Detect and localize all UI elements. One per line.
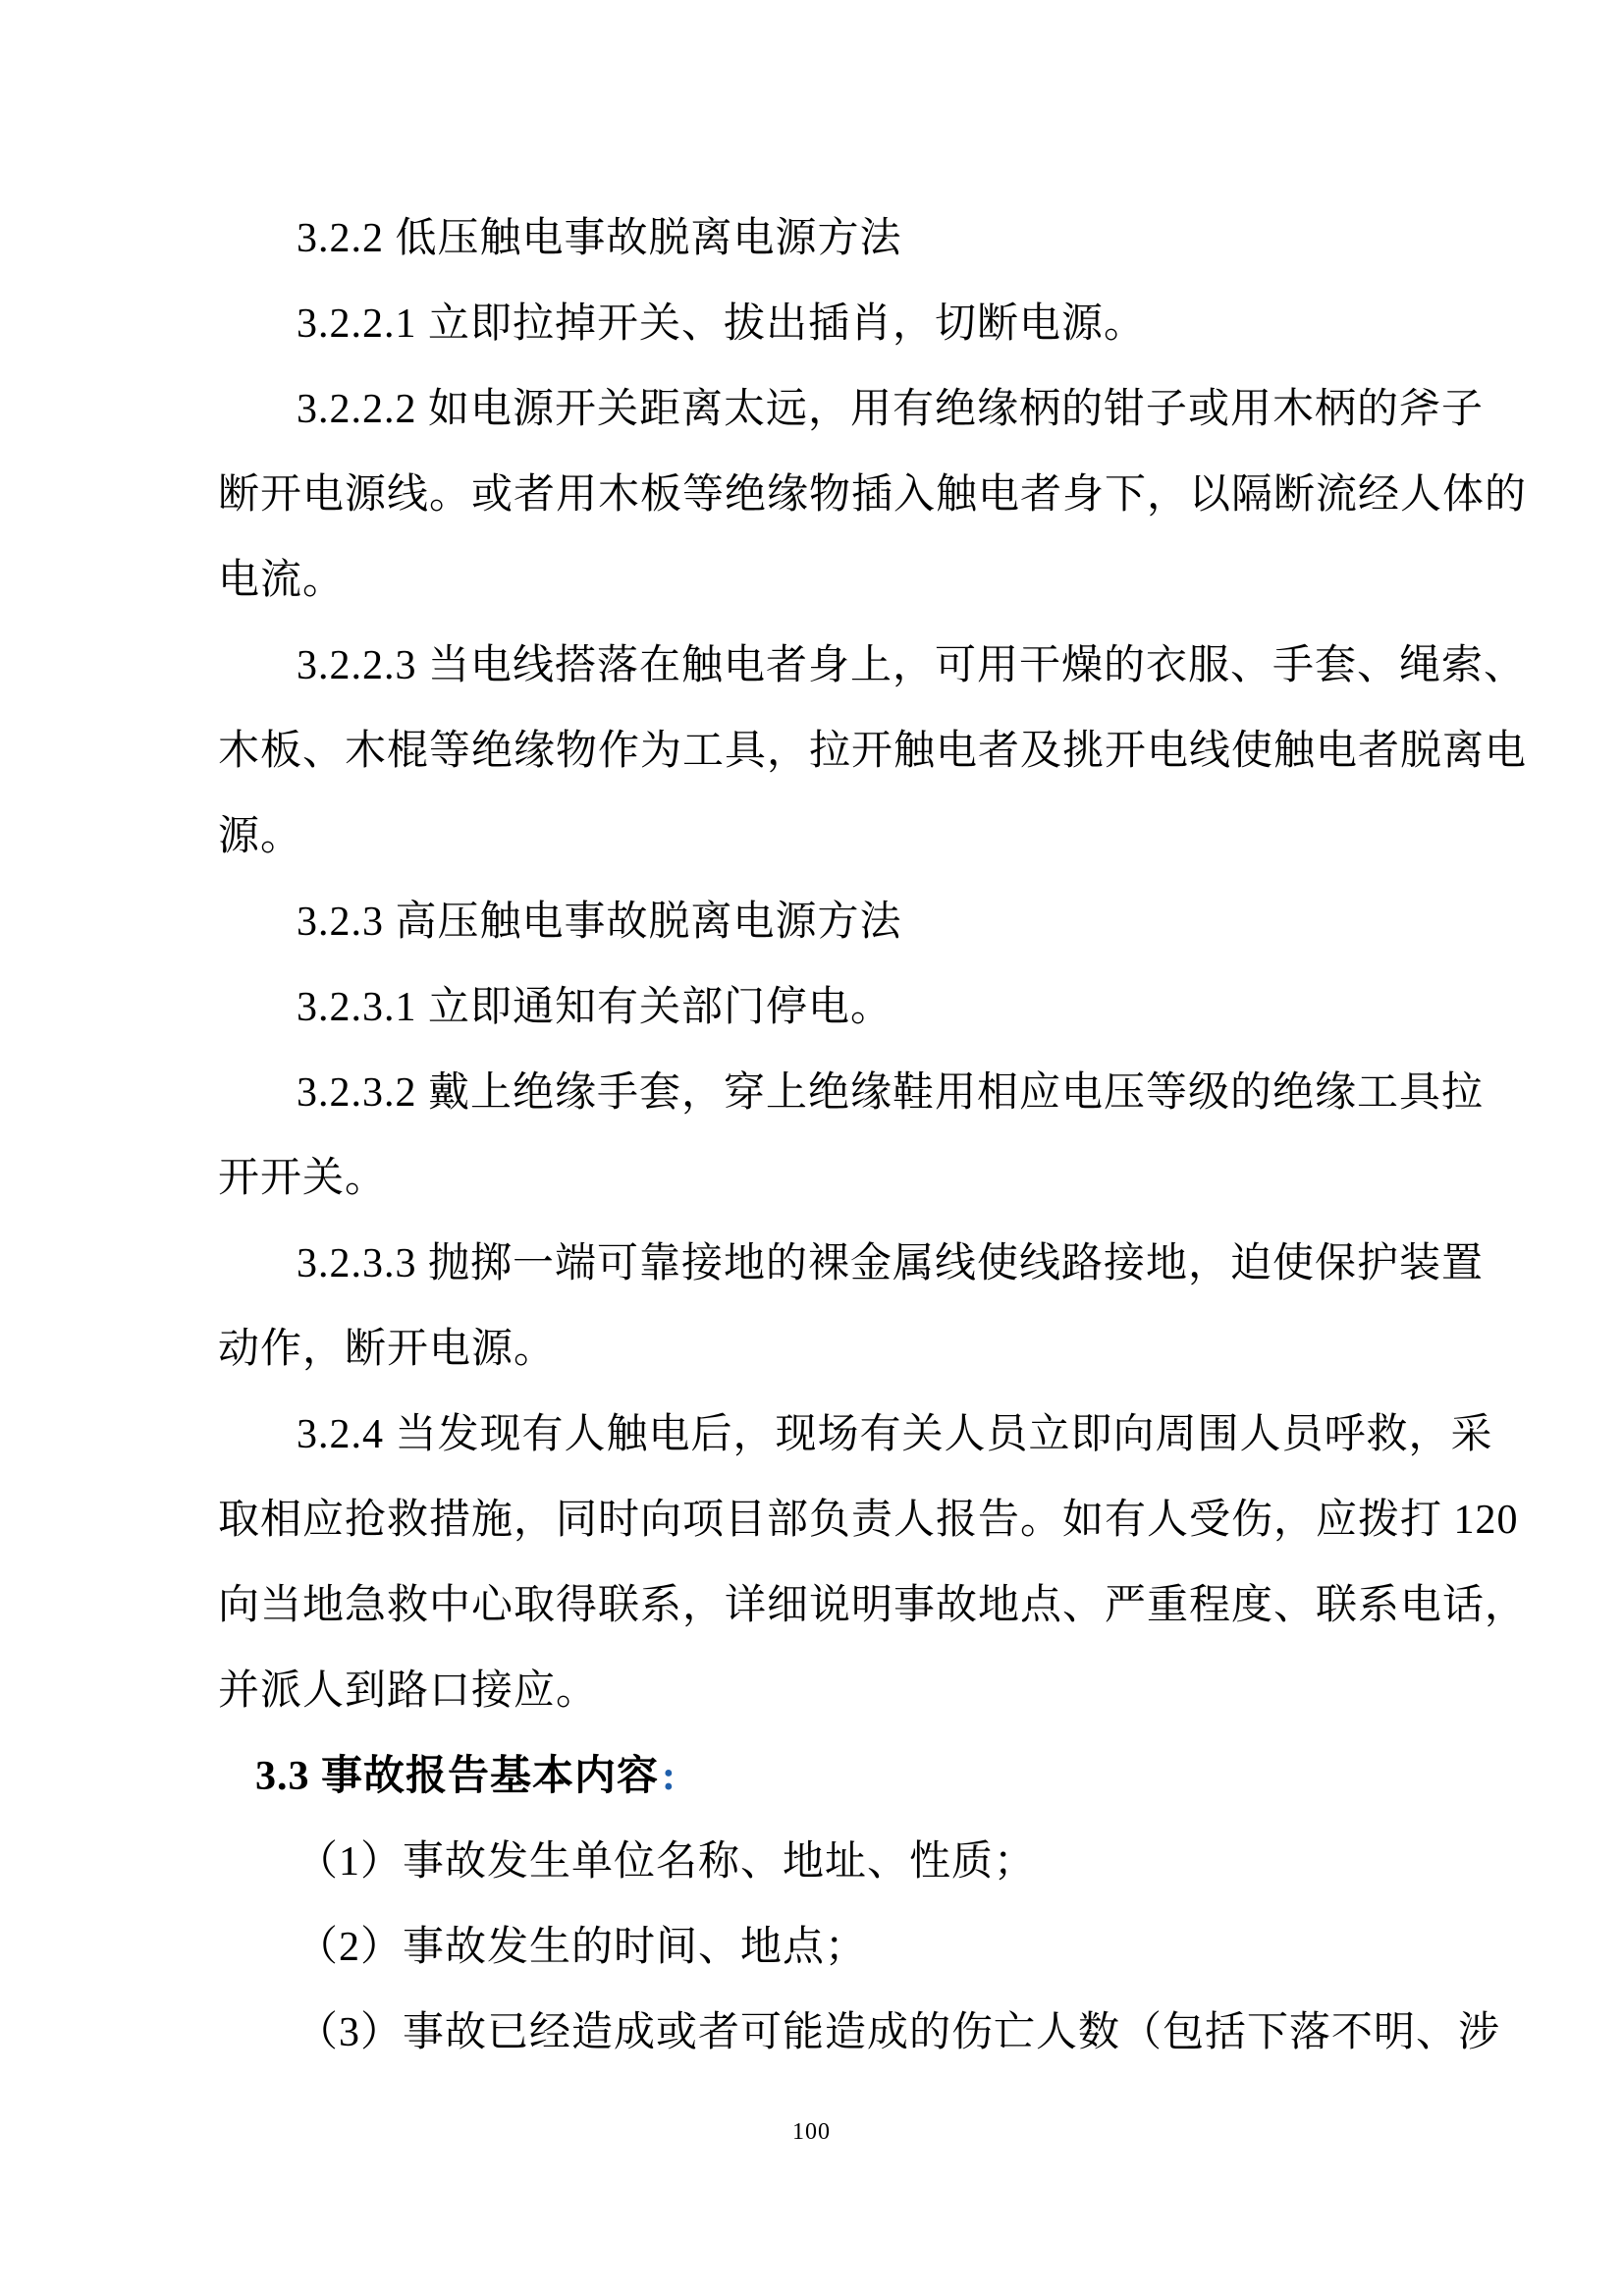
line-text: （3）事故已经造成或者可能造成的伤亡人数（包括下落不明、涉 [297, 2010, 1501, 2055]
line-text: 向当地急救中心取得联系，详细说明事故地点、严重程度、联系电话， [218, 1583, 1528, 1628]
line-text: 动作，断开电源。 [218, 1327, 557, 1372]
line-text: 3.2.3.1 立即通知有关部门停电。 [297, 985, 893, 1030]
line-text: （1）事故发生单位名称、地址、性质； [297, 1839, 1037, 1885]
line-text: （2）事故发生的时间、地点； [297, 1925, 868, 1970]
text-line [218, 880, 1485, 965]
line-text: 开开关。 [218, 1156, 388, 1201]
text-line [218, 1393, 1493, 1478]
text-line [218, 538, 1485, 624]
line-text: 3.3 事故报告基本内容 [255, 1754, 660, 1799]
document-body [218, 196, 1528, 2076]
text-line [218, 965, 1485, 1051]
text-line [218, 1563, 1528, 1649]
text-line [218, 624, 1527, 709]
line-text: 3.2.2.1 立即拉掉开关、拔出插肖，切断电源。 [297, 301, 1147, 347]
line-text: 3.2.2 低压触电事故脱离电源方法 [297, 216, 902, 261]
text-line [218, 1307, 1485, 1393]
line-text: 源。 [218, 814, 303, 859]
line-text: 并派人到路口接应。 [218, 1668, 599, 1714]
text-line [218, 282, 1485, 367]
line-text: 电流。 [218, 558, 346, 603]
line-text: 木板、木棍等绝缘物作为工具，拉开触电者及挑开电线使触电者脱离电 [218, 729, 1528, 774]
line-text: 取相应抢救措施，同时向项目部负责人报告。如有人受伤，应拨打 120 [218, 1498, 1519, 1543]
text-line [218, 1991, 1501, 2076]
text-line [218, 1649, 1485, 1734]
text-line [218, 1222, 1485, 1307]
page-footer [0, 2119, 1623, 2146]
text-line [218, 196, 1485, 282]
text-line [218, 794, 1485, 880]
text-line [218, 367, 1485, 453]
line-text: 3.2.4 当发现有人触电后，现场有关人员立即向周围人员呼救，采 [297, 1412, 1493, 1457]
line-text: 断开电源线。或者用木板等绝缘物插入触电者身下，以隔断流经人体的 [218, 472, 1528, 518]
page-number: 100 [792, 2119, 831, 2145]
heading-colon: : [662, 1754, 677, 1799]
line-text: 3.2.2.3 当电线搭落在触电者身上，可用干燥的衣服、手套、绳索、 [297, 643, 1527, 688]
line-text: 3.2.3 高压触电事故脱离电源方法 [297, 900, 902, 945]
text-line [218, 1820, 1485, 1905]
text-line [218, 1905, 1485, 1991]
line-text: 3.2.2.2 如电源开关距离太远，用有绝缘柄的钳子或用木柄的斧子 [297, 387, 1485, 432]
text-line [218, 1051, 1485, 1136]
section-heading [218, 1734, 1485, 1820]
line-text: 3.2.3.3 抛掷一端可靠接地的裸金属线使线路接地，迫使保护装置 [297, 1241, 1485, 1286]
text-line [218, 1136, 1485, 1222]
text-line [218, 453, 1528, 538]
line-text: 3.2.3.2 戴上绝缘手套，穿上绝缘鞋用相应电压等级的绝缘工具拉 [297, 1070, 1485, 1116]
text-line [218, 709, 1528, 794]
text-line [218, 1478, 1519, 1563]
